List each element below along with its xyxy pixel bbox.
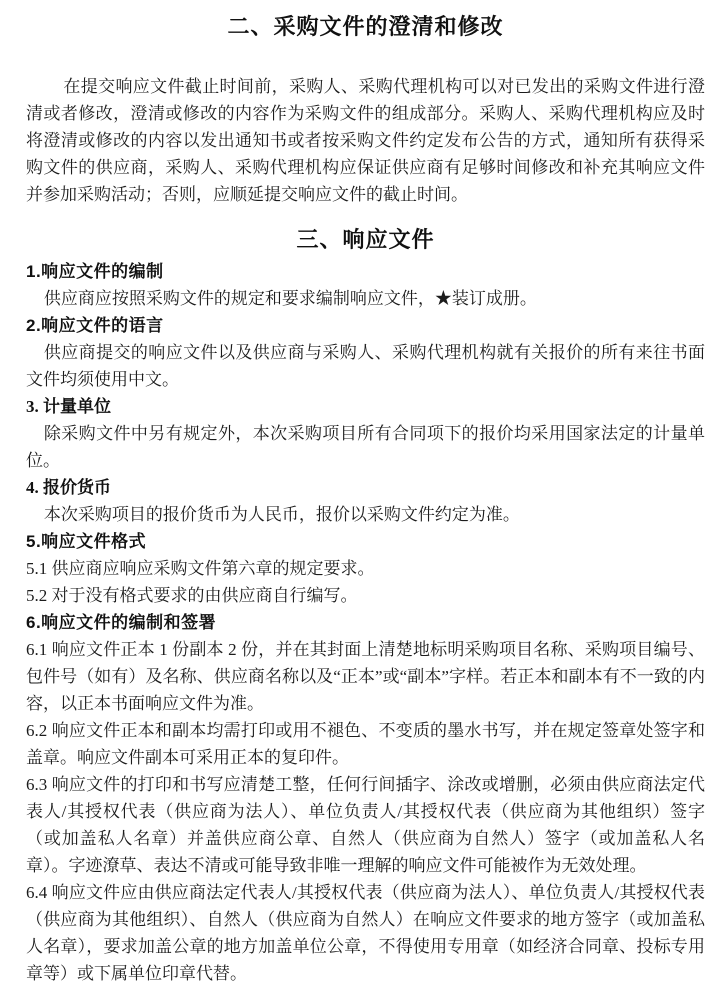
item3-body: 除采购文件中另有规定外，本次采购项目所有合同项下的报价均采用国家法定的计量单位。 — [26, 424, 705, 470]
section2-title: 二、采购文件的澄清和修改 — [227, 14, 504, 39]
item3-heading: 3. 计量单位 — [26, 397, 111, 416]
item4-body: 本次采购项目的报价货币为人民币，报价以采购文件约定为准。 — [43, 505, 520, 524]
item1-heading: 1.响应文件的编制 — [26, 262, 164, 281]
item2-heading: 2.响应文件的语言 — [26, 316, 164, 335]
clause-5-2: 5.2 对于没有格式要求的由供应商自行编写。 — [26, 586, 358, 605]
clause-6-3: 6.3 响应文件的打印和书写应清楚工整，任何行间插字、涂改或增删，必须由供应商法定代表人/其授权代表（供应商为法人）、单位负责人/其授权代表（供应商为其他组织）签字（或加盖私人名章）并盖供应商公章、自然人（供应商为自然人）签字（或加盖私人名章）。字迹潦草、表达不清或可能导致非唯一理解的响应文件可能被作为无效处理。 — [26, 775, 705, 875]
section3-title: 三、响应文件 — [296, 227, 435, 252]
clause-6-4: 6.4 响应文件应由供应商法定代表人/其授权代表（供应商为法人）、单位负责人/其授权代表（供应商为其他组织）、自然人（供应商为自然人）在响应文件要求的地方签字（或加盖私人名章），要求加盖公章的地方加盖单位公章，不得使用专用章（如经济合同章、投标专用章等）或下属单位印章代替。 — [26, 883, 705, 983]
clause-5-1: 5.1 供应商应响应采购文件第六章的规定要求。 — [26, 559, 375, 578]
item6-heading: 6.响应文件的编制和签署 — [26, 613, 217, 632]
clause-6-1: 6.1 响应文件正本 1 份副本 2 份，并在其封面上清楚地标明采购项目名称、采购项目编号、包件号（如有）及名称、供应商名称以及“正本”或“副本”字样。若正本和副本有不一致的内容，以正本书面响应文件为准。 — [26, 640, 705, 713]
item5-heading: 5.响应文件格式 — [26, 532, 147, 551]
item4-heading: 4. 报价货币 — [26, 478, 111, 497]
item2-body: 供应商提交的响应文件以及供应商与采购人、采购代理机构就有关报价的所有来往书面文件均须使用中文。 — [26, 343, 705, 389]
item1-body: 供应商应按照采购文件的规定和要求编制响应文件，★装订成册。 — [43, 289, 537, 308]
clause-6-2: 6.2 响应文件正本和副本均需打印或用不褪色、不变质的墨水书写，并在规定签章处签字和盖章。响应文件副本可采用正本的复印件。 — [26, 721, 705, 767]
section2-paragraph: 在提交响应文件截止时间前，采购人、采购代理机构可以对已发出的采购文件进行澄清或者修改，澄清或修改的内容作为采购文件的组成部分。采购人、采购代理机构应及时将澄清或修改的内容以发出通知书或者按采购文件约定发布公告的方式，通知所有获得采购文件的供应商，采购人、采购代理机构应保证供应商有足够时间修改和补充其响应文件并参加采购活动；否则，应顺延提交响应文件的截止时间。 — [26, 77, 705, 204]
